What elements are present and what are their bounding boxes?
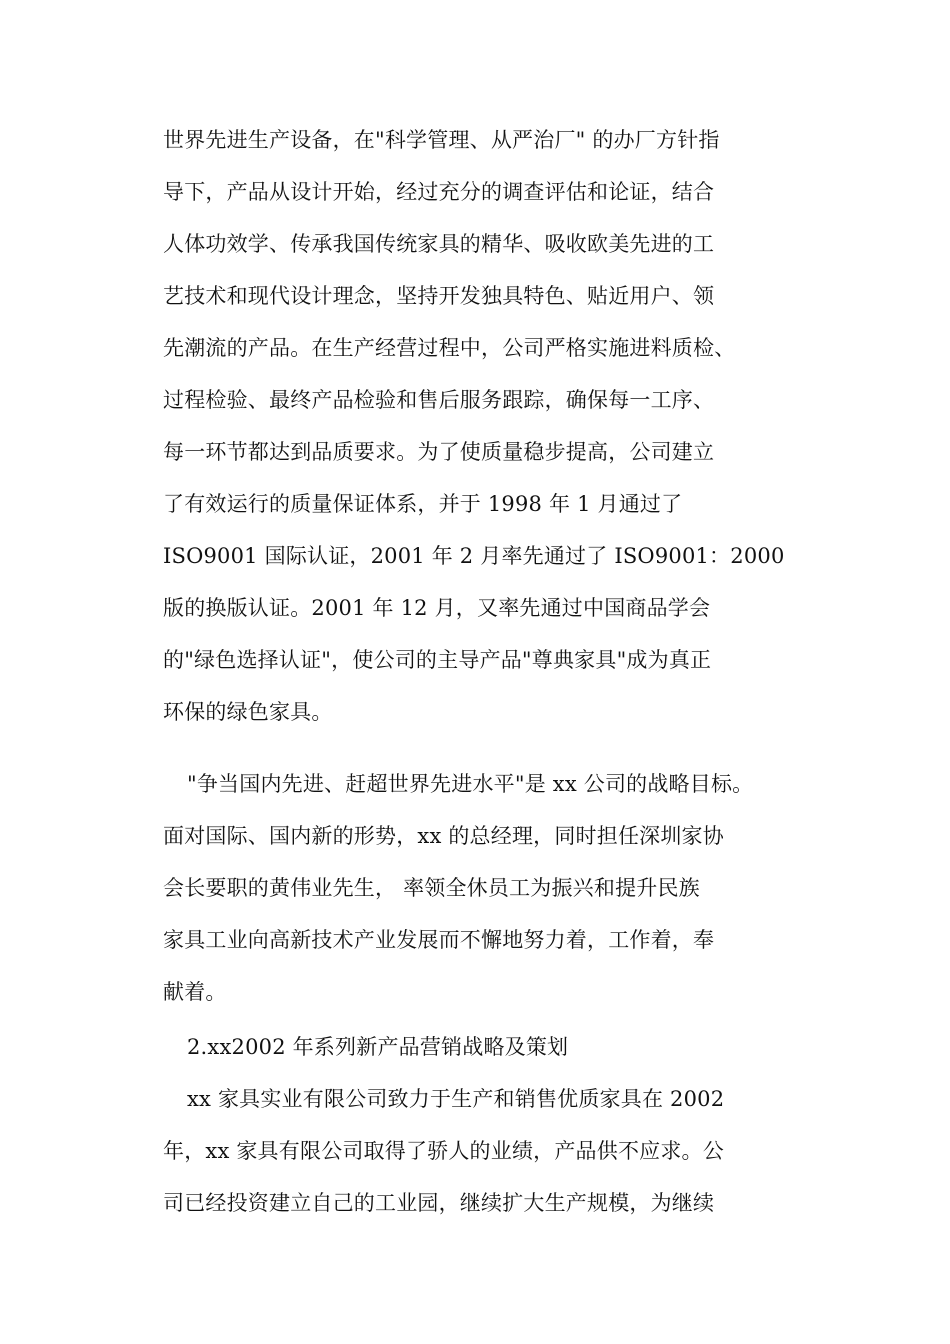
text-line: 了有效运行的质量保证体系，并于 1998 年 1 月通过了	[163, 492, 683, 516]
text-line: 艺技术和现代设计理念，坚持开发独具特色、贴近用户、领	[163, 284, 715, 308]
text-line: xx 家具实业有限公司致力于生产和销售优质家具在 2002	[187, 1087, 725, 1111]
paragraph-quality-certification	[163, 114, 823, 738]
text-line: 版的换版认证。2001 年 12 月，又率先通过中国商品学会	[163, 596, 711, 620]
section-heading-text: 2.xx2002 年系列新产品营销战略及策划	[187, 1035, 569, 1059]
text-line: 环保的绿色家具。	[163, 700, 333, 724]
text-line: ISO9001 国际认证，2001 年 2 月率先通过了 ISO9001：2000	[163, 544, 785, 568]
text-line: 家具工业向高新技术产业发展而不懈地努力着，工作着，奉	[163, 928, 715, 952]
text-line: 世界先进生产设备，在"科学管理、从严治厂" 的办厂方针指	[163, 128, 720, 152]
text-line: 的"绿色选择认证"，使公司的主导产品"尊典家具"成为真正	[163, 648, 712, 672]
text-line: 每一环节都达到品质要求。为了使质量稳步提高，公司建立	[163, 440, 715, 464]
text-line: 会长要职的黄伟业先生， 率领全休员工为振兴和提升民族	[163, 876, 700, 900]
text-line: 献着。	[163, 980, 227, 1004]
text-line: 司已经投资建立自己的工业园，继续扩大生产规模，为继续	[163, 1191, 715, 1215]
text-line: 过程检验、最终产品检验和售后服务跟踪，确保每一工序、	[163, 388, 715, 412]
section-heading	[163, 1021, 823, 1073]
text-line: 先潮流的产品。在生产经营过程中，公司严格实施进料质检、	[163, 336, 736, 360]
text-line: 人体功效学、传承我国传统家具的精华、吸收欧美先进的工	[163, 232, 715, 256]
text-line: 年，xx 家具有限公司取得了骄人的业绩，产品供不应求。公	[163, 1139, 724, 1163]
paragraph-strategic-goal	[163, 758, 823, 1018]
text-line: 面对国际、国内新的形势，xx 的总经理，同时担任深圳家协	[163, 824, 724, 848]
text-line: "争当国内先进、赶超世界先进水平"是 xx 公司的战略目标。	[187, 772, 754, 796]
text-line: 导下，产品从设计开始，经过充分的调查评估和论证，结合	[163, 180, 715, 204]
paragraph-company-intro	[163, 1073, 823, 1229]
